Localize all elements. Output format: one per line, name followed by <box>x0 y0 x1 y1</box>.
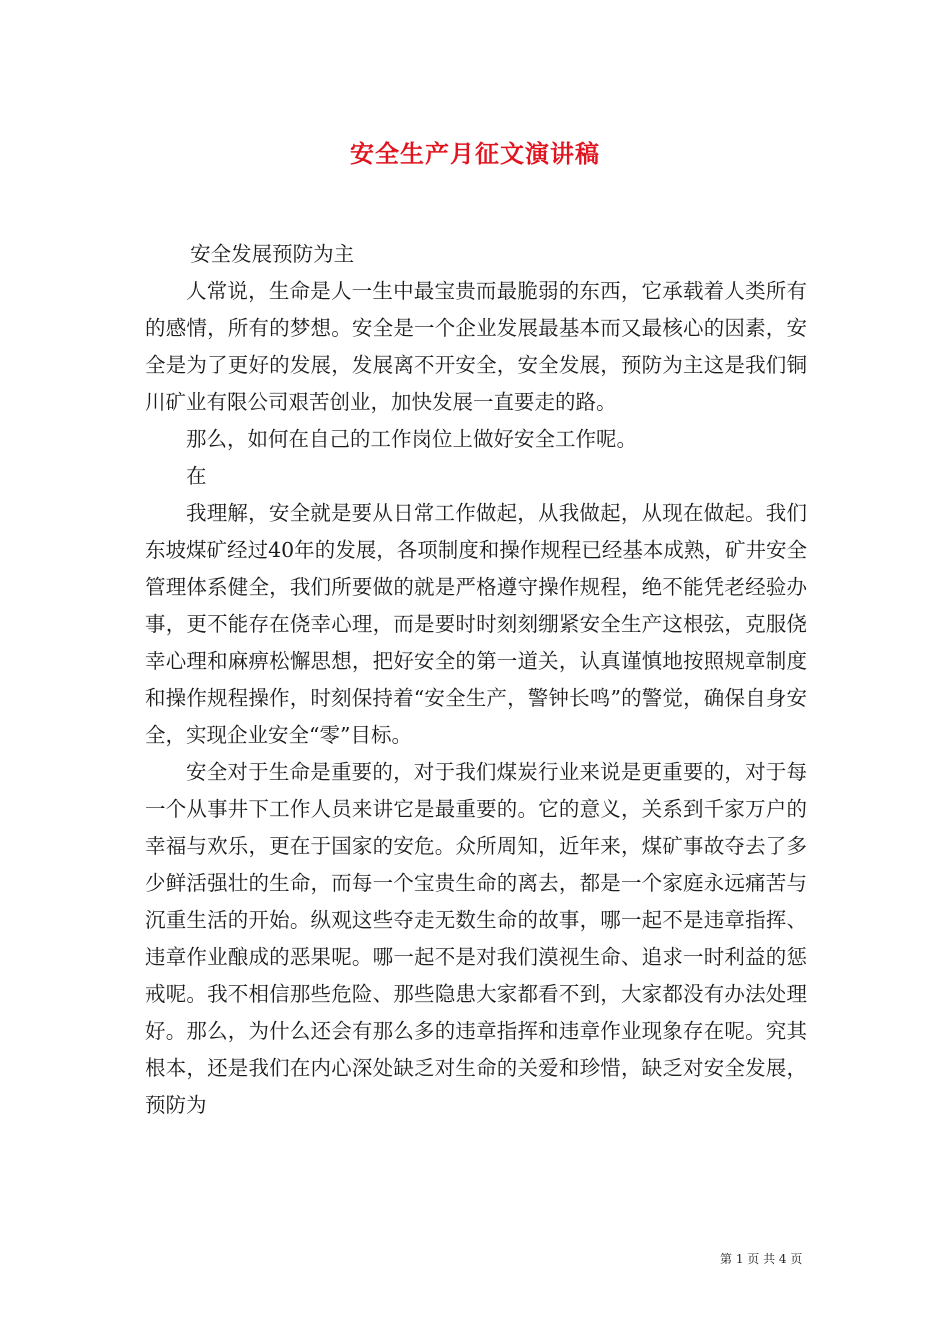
paragraph: 安全对于生命是重要的，对于我们煤炭行业来说是更重要的，对于每一个从事井下工作人员来讲它是最重要的。它的意义，关系到千家万户的幸福与欢乐，更在于国家的安危。众所周知，近年来，煤矿事故夺去了多少鲜活强壮的生命，而每一个宝贵生命的离去，都是一个家庭永远痛苦与沉重生活的开始。纵观这些夺走无数生命的故事，哪一起不是违章指挥、违章作业酿成的恶果呢。哪一起不是对我们漠视生命、追求一时利益的惩戒呢。我不相信那些危险、那些隐患大家都看不到，大家都没有办法处理好。那么，为什么还会有那么多的违章指挥和违章作业现象存在呢。究其根本，还是我们在内心深处缺乏对生命的关爱和珍惜，缺乏对安全发展，预防为 <box>145 760 807 1117</box>
document-title: 安全生产月征文演讲稿 <box>350 139 600 168</box>
paragraph-subheading: 安全发展预防为主 <box>190 242 355 266</box>
paragraph: 在 <box>186 464 207 488</box>
paragraph: 人常说，生命是人一生中最宝贵而最脆弱的东西，它承载着人类所有的感情，所有的梦想。安全是一个企业发展最基本而又最核心的因素，安全是为了更好的发展，发展离不开安全，安全发展，预防为主这是我们铜川矿业有限公司艰苦创业，加快发展一直要走的路。 <box>145 279 807 414</box>
paragraph: 那么，如何在自己的工作岗位上做好安全工作呢。 <box>186 427 637 451</box>
page-number-footer: 第 1 页 共 4 页 <box>720 1252 803 1266</box>
document-body <box>145 236 807 1124</box>
paragraph: 我理解，安全就是要从日常工作做起，从我做起，从现在做起。我们东坡煤矿经过40年的发展，各项制度和操作规程已经基本成熟，矿井安全管理体系健全，我们所要做的就是严格遵守操作规程，绝不能凭老经验办事，更不能存在侥幸心理，而是要时时刻刻绷紧安全生产这根弦，克服侥幸心理和麻痹松懈思想，把好安全的第一道关，认真谨慎地按照规章制度和操作规程操作，时刻保持着“安全生产，警钟长鸣”的警觉，确保自身安全，实现企业安全“零”目标。 <box>145 501 807 747</box>
